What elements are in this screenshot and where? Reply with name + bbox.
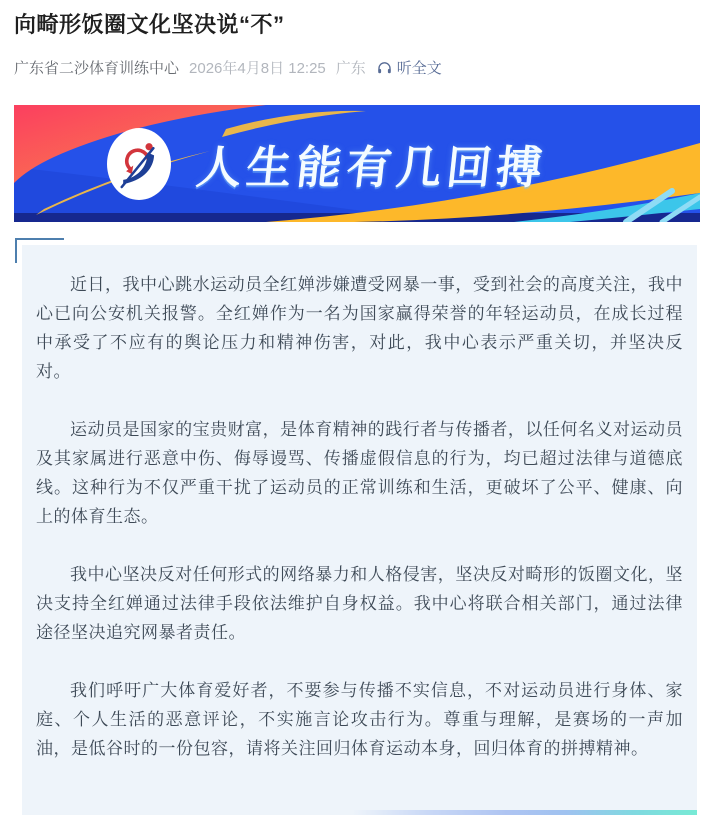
article-text-box xyxy=(22,245,697,815)
page-title: 向畸形饭圈文化坚决说“不” xyxy=(14,12,285,37)
banner-image[interactable] xyxy=(14,105,700,222)
banner-slogan-text: 人生能有几回搏 xyxy=(193,142,550,193)
article-body xyxy=(14,245,701,815)
paragraph: 我们呼吁广大体育爱好者，不要参与传播不实信息，不对运动员进行身体、家庭、个人生活的恶意评论，不实施言论攻击行为。尊重与理解，是赛场的一声加油，是低谷时的一份包容，请将关注回归体育运动本身，回归体育的拼搏精神。 xyxy=(36,681,683,758)
publish-date: 2026年4月8日 12:25 xyxy=(189,60,326,77)
paragraph: 近日，我中心跳水运动员全红婵涉嫌遭受网暴一事，受到社会的高度关注，我中心已向公安机关报警。全红婵作为一名为国家赢得荣誉的年轻运动员，在成长过程中承受了不应有的舆论压力和精神伤害，对此，我中心表示严重关切，并坚决反对。 xyxy=(36,275,683,381)
publish-location: 广东 xyxy=(335,60,366,77)
listen-label: 听全文 xyxy=(396,60,442,77)
paragraph: 我中心坚决反对任何形式的网络暴力和人格侵害，坚决反对畸形的饭圈文化，坚决支持全红婵通过法律手段依法维护自身权益。我中心将联合相关部门，通过法律途径坚决追究网暴者责任。 xyxy=(36,565,683,642)
bottom-accent-gradient-bar xyxy=(352,810,697,815)
author-name[interactable]: 广东省二沙体育训练中心 xyxy=(14,60,180,77)
banner-content xyxy=(14,105,700,222)
headphone-icon xyxy=(376,59,393,76)
sports-center-logo-icon xyxy=(107,128,171,200)
article-meta xyxy=(14,57,701,78)
paragraph: 运动员是国家的宝贵财富，是体育精神的践行者与传播者，以任何名义对运动员及其家属进行恶意中伤、侮辱谩骂、传播虚假信息的行为，均已超过法律与道德底线。这种行为不仅严重干扰了运动员的正常训练和生活，更破坏了公平、健康、向上的体育生态。 xyxy=(36,420,683,526)
listen-full-text-button[interactable] xyxy=(376,57,442,78)
